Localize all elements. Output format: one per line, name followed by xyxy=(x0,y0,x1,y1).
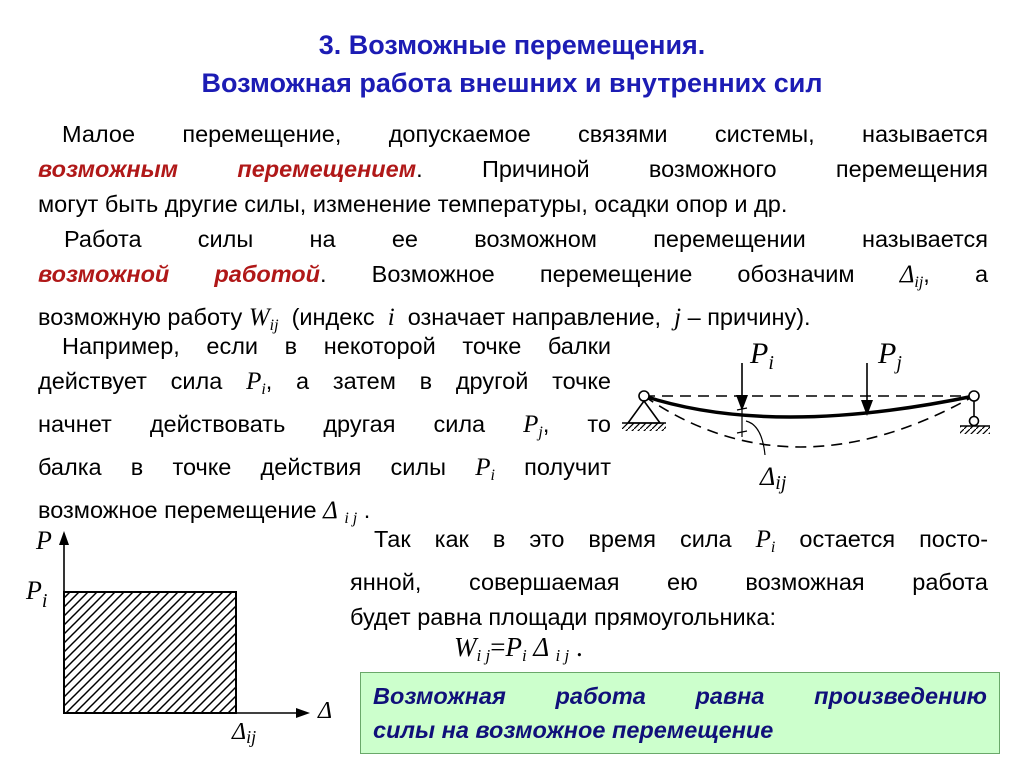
work-graph xyxy=(20,525,350,755)
w-symbol: W xyxy=(248,304,270,331)
beam-deflected-Pi xyxy=(644,396,974,417)
conclusion-box xyxy=(360,672,1000,754)
graph-delta-ij-label: Δij xyxy=(232,719,257,747)
para1-line3 xyxy=(38,187,988,222)
para2-line1: Работа силы на ее возможном перемещении называется xyxy=(64,226,988,252)
para1-line3-text: могут быть другие силы, изменение температуры, осадки опор и др. xyxy=(38,191,788,217)
left-pin-support xyxy=(622,391,666,431)
conclusion-line1: Возможная работа равна произведению xyxy=(373,683,987,709)
conclusion-line2: силы на возможное перемещение xyxy=(373,717,774,743)
graph-Pi-label: $P_i$ xyxy=(26,576,48,612)
slide-title-line1: 3. Возможные перемещения. xyxy=(318,30,706,60)
para3-line5: возможное перемещение Δ $_{i j}$ . xyxy=(38,497,371,527)
para3-line4: балка в точке действия силы $P_i$ получит xyxy=(38,454,612,484)
para2-line2 xyxy=(38,257,988,300)
slide-title-line2: Возможная работа внешних и внутренних сил xyxy=(201,68,823,98)
beam-diagram xyxy=(622,333,1012,498)
para3-line3: начнет действовать другая сила $P_j$, то xyxy=(38,411,611,441)
para3-line2: действует сила $P_i$, а затем в другой точке xyxy=(38,368,612,398)
term-virtual-displacement: возможным перемещением xyxy=(38,156,417,182)
paragraph-virtual-work xyxy=(38,222,988,343)
displacement-marker xyxy=(737,401,765,455)
term-virtual-work: возможной работой xyxy=(38,261,321,287)
force-Pj-label: $P_j$ xyxy=(878,337,902,374)
para2-line2-rest: . Возможное перемещение обозначим xyxy=(320,261,855,287)
force-Pi-label: $P_i$ xyxy=(750,337,774,374)
work-rectangle xyxy=(64,592,236,713)
force-Pj-arrow xyxy=(861,363,873,416)
para1-line1: Малое перемещение, допускаемое связями системы, называется xyxy=(62,121,988,147)
paragraph-example xyxy=(38,329,611,536)
paragraph-rectangle-area xyxy=(350,522,988,635)
graph-y-label: P xyxy=(36,526,52,555)
delta-ij-symbol: $\Delta_{ij}$ xyxy=(899,261,924,291)
virtual-work-formula: $W_{i j}=P_i$ Δ $_{i j}$ . xyxy=(454,632,583,665)
para4-line3: будет равна площади прямоугольника: xyxy=(350,604,776,630)
para4-line1: Так как в это время сила $P_i$ остается посто- xyxy=(374,526,989,556)
para1-line2-rest: . Причиной возможного перемещения xyxy=(416,156,988,182)
delta-ij-label: Δij xyxy=(760,462,787,494)
para2-line3: возможную работу $W_{ij}$ (индекс i означает направление, j – причину). xyxy=(38,304,811,334)
para2-line2-tail: , а xyxy=(923,261,989,287)
para1-line2 xyxy=(38,152,988,187)
para4-line2: янной, совершаемая ею возможная работа xyxy=(350,569,988,595)
para3-line1: Например, если в некоторой точке балки xyxy=(62,333,611,359)
paragraph-definition xyxy=(38,117,988,222)
graph-x-label: Δ xyxy=(318,698,333,724)
